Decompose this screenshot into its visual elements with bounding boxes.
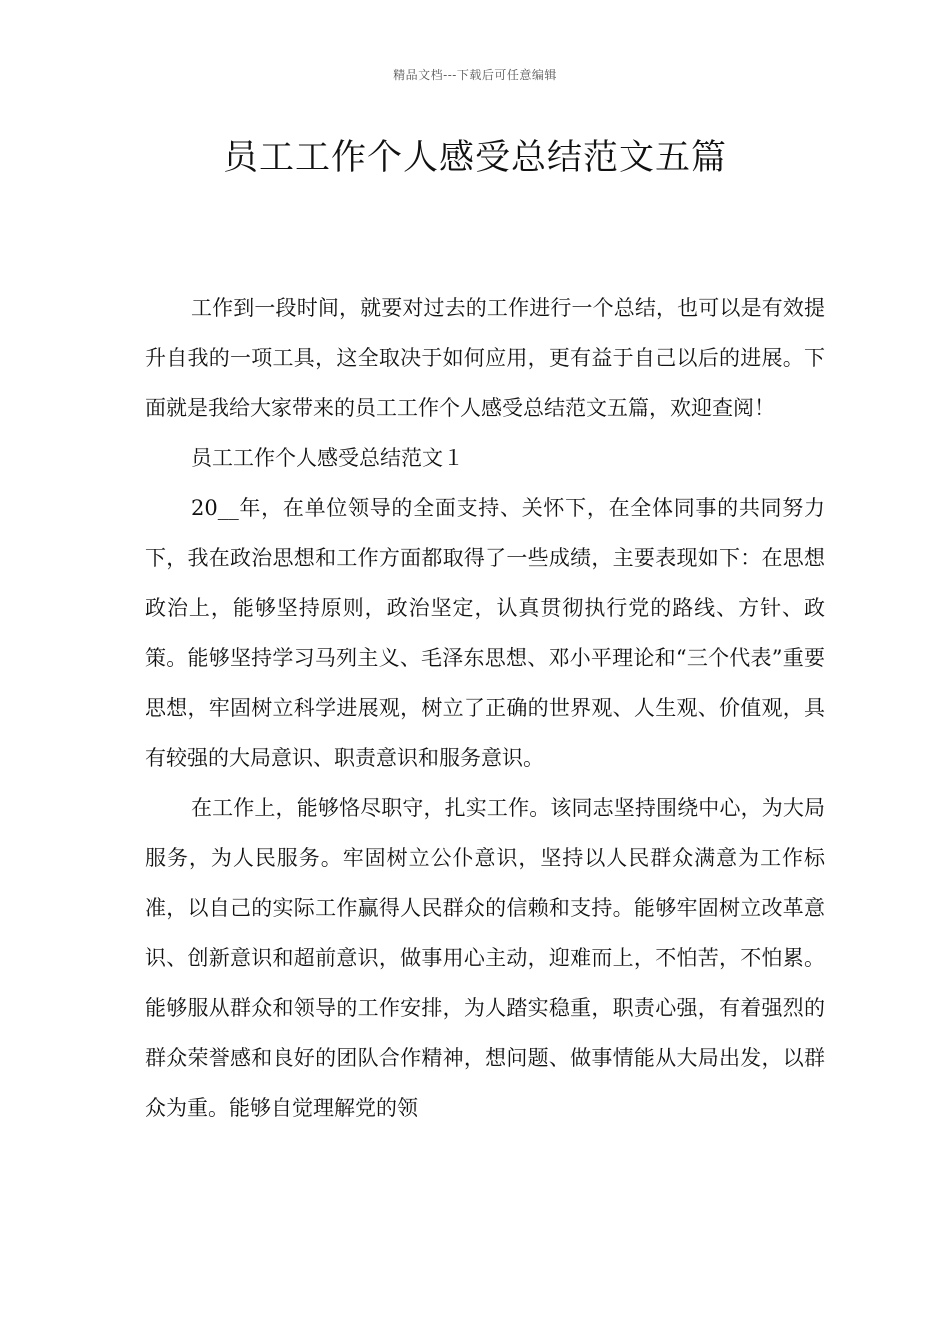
intro-paragraph: 工作到一段时间，就要对过去的工作进行一个总结，也可以是有效提升自我的一项工具，这全取决于如何应用，更有益于自己以后的进展。下面就是我给大家带来的员工工作个人感受总结范文五篇，欢迎查阅！ <box>145 296 825 420</box>
body-paragraph-1: 20__年，在单位领导的全面支持、关怀下，在全体同事的共同努力下，我在政治思想和工作方面都取得了一些成绩，主要表现如下：在思想政治上，能够坚持原则，政治坚定，认真贯彻执行党的路线、方针、政策。能够坚持学习马列主义、毛泽东思想、邓小平理论和“三个代表”重要思想，牢固树立科学进展观，树立了正确的世界观、人生观、价值观，具有较强的大局意识、职责意识和服务意识。 <box>145 496 825 770</box>
header-note: 精品文档---下载后可任意编辑 <box>393 68 557 82</box>
body-paragraph-2: 在工作上，能够恪尽职守，扎实工作。该同志坚持围绕中心，为大局服务，为人民服务。牢固树立公仆意识，坚持以人民群众满意为工作标准，以自己的实际工作赢得人民群众的信赖和支持。能够牢固树立改革意识、创新意识和超前意识，做事用心主动，迎难而上，不怕苦，不怕累。能够服从群众和领导的工作安排，为人踏实稳重，职责心强，有着强烈的群众荣誉感和良好的团队合作精神，想问题、做事情能从大局出发，以群众为重。能够自觉理解党的领 <box>145 796 825 1120</box>
document-title: 员工工作个人感受总结范文五篇 <box>222 138 727 178</box>
document-body <box>145 283 825 1133</box>
section-heading: 员工工作个人感受总结范文１ <box>191 446 464 470</box>
